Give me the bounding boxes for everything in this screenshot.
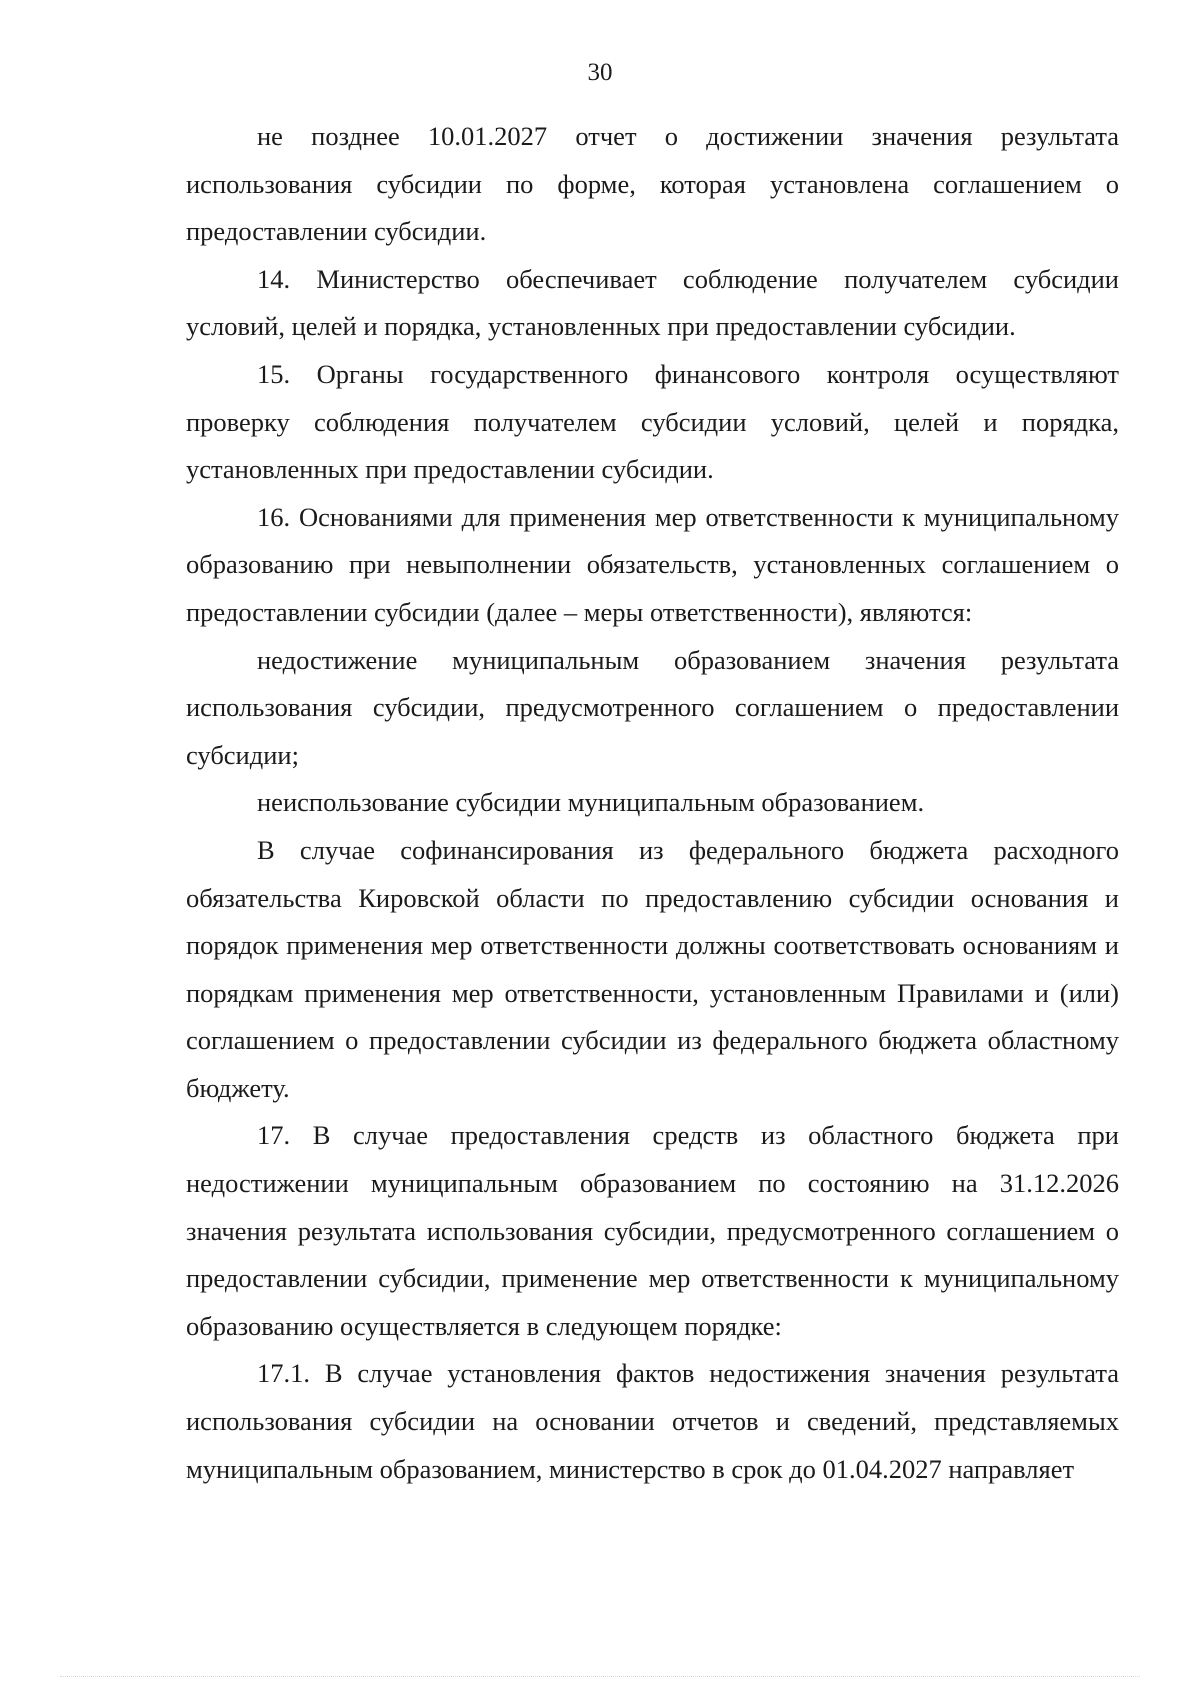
document-body xyxy=(186,113,1119,1493)
paragraph-17-1: 17.1. В случае установления фактов недостижения значения результата использования субсидии на основании отчетов и сведений, представляемых муниципальным образованием, министерство в срок до 01.04.2027 направляет xyxy=(186,1358,1119,1484)
paragraph-16-item-2: неиспользование субсидии муниципальным образованием. xyxy=(257,787,925,818)
paragraph-14: 14. Министерство обеспечивает соблюдение получателем субсидии условий, целей и порядка, установленных при предоставлении субсидии. xyxy=(186,263,1119,342)
paragraph-report-deadline: не позднее 10.01.2027 отчет о достижении значения результата использования субсидии по форме, которая установлена соглашением о предоставлении субсидии. xyxy=(186,121,1119,247)
page-number: 30 xyxy=(587,59,613,86)
scan-edge-line xyxy=(60,1676,1140,1677)
paragraph-16-item-1: недостижение муниципальным образованием значения результата использования субсидии, предусмотренного соглашением о предоставлении субсидии; xyxy=(186,644,1119,770)
paragraph-16: 16. Основаниями для применения мер ответственности к муниципальному образованию при невыполнении обязательств, установленных соглашением о предоставлении субсидии (далее – меры ответственности), являются: xyxy=(186,501,1119,627)
paragraph-17: 17. В случае предоставления средств из областного бюджета при недостижении муниципальным образованием по состоянию на 31.12.2026 значения результата использования субсидии, предусмотренного соглашением о предоставлении субсидии, применение мер ответственности к муниципальному образованию осуществляется в следующем порядке: xyxy=(186,1120,1119,1341)
paragraph-15: 15. Органы государственного финансового контроля осуществляют проверку соблюдения получателем субсидии условий, целей и порядка, установленных при предоставлении субсидии. xyxy=(186,358,1119,485)
paragraph-federal-cofinancing: В случае софинансирования из федерального бюджета расходного обязательства Кировской области по предоставлению субсидии основания и порядок применения мер ответственности должны соответствовать основаниям и порядкам применения мер ответственности, установленным Правилами и (или) соглашением о предоставлении субсидии из федерального бюджета областному бюджету. xyxy=(186,834,1119,1103)
